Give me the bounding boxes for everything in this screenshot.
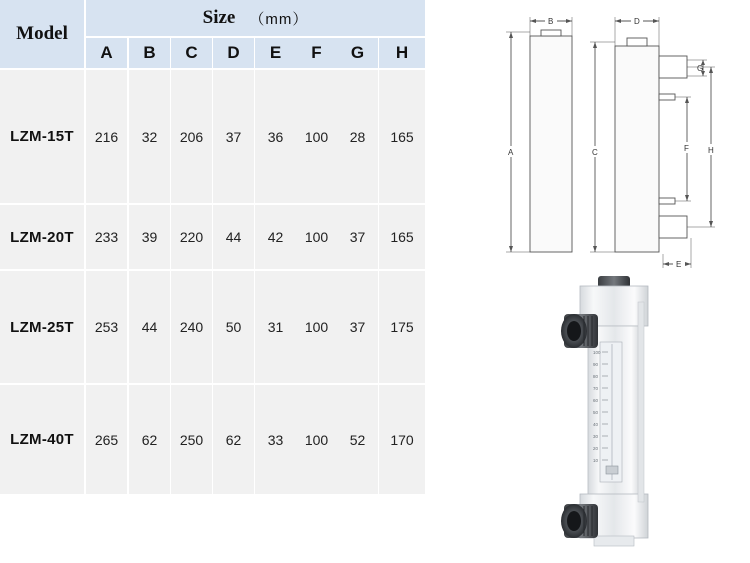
value-cell-d: 62 bbox=[213, 385, 254, 494]
column-header-e: E bbox=[255, 38, 296, 68]
size-unit: （mm） bbox=[249, 10, 309, 28]
value-cell-c: 220 bbox=[171, 205, 212, 269]
column-header-h: H bbox=[379, 38, 425, 68]
value-cell-f: 100 bbox=[296, 385, 337, 494]
model-cell: LZM-15T bbox=[0, 70, 84, 203]
front-view-body bbox=[530, 36, 572, 252]
value-cell-c: 250 bbox=[171, 385, 212, 494]
dimension-drawing-svg bbox=[495, 8, 730, 270]
dim-label-h: H bbox=[708, 146, 714, 155]
model-cell: LZM-25T bbox=[0, 271, 84, 383]
column-header-a: A bbox=[86, 38, 127, 68]
photo-float bbox=[606, 466, 618, 474]
value-cell-a: 233 bbox=[86, 205, 127, 269]
value-cell-a: 216 bbox=[86, 70, 127, 203]
dim-label-e: E bbox=[676, 260, 682, 269]
model-header: Model bbox=[0, 0, 84, 68]
bottom-fitting bbox=[659, 216, 687, 238]
value-cell-b: 62 bbox=[129, 385, 170, 494]
dim-label-a: A bbox=[508, 148, 514, 157]
scale-mark-label: 80 bbox=[593, 374, 599, 379]
value-cell-g: 37 bbox=[337, 205, 378, 269]
scale-mark-label: 30 bbox=[593, 434, 599, 439]
dim-label-b: B bbox=[548, 17, 554, 26]
model-cell: LZM-20T bbox=[0, 205, 84, 269]
value-cell-g: 52 bbox=[337, 385, 378, 494]
size-table bbox=[0, 0, 425, 494]
dim-label-g: G bbox=[697, 64, 704, 73]
column-header-f: F bbox=[296, 38, 337, 68]
scale-mark-label: 40 bbox=[593, 422, 599, 427]
scale-mark-label: 100 bbox=[593, 350, 601, 355]
value-cell-h: 175 bbox=[379, 271, 425, 383]
column-header-c: C bbox=[171, 38, 212, 68]
front-view-cap bbox=[541, 30, 561, 36]
value-cell-a: 265 bbox=[86, 385, 127, 494]
value-cell-e: 33 bbox=[255, 385, 296, 494]
value-cell-a: 253 bbox=[86, 271, 127, 383]
dim-label-f: F bbox=[684, 144, 689, 153]
value-cell-d: 50 bbox=[213, 271, 254, 383]
value-cell-b: 32 bbox=[129, 70, 170, 203]
side-view-cap bbox=[627, 38, 647, 46]
value-cell-c: 206 bbox=[171, 70, 212, 203]
size-header-label: Size bbox=[202, 7, 236, 28]
value-cell-g: 28 bbox=[337, 70, 378, 203]
flowmeter-photo bbox=[550, 272, 670, 557]
value-cell-b: 44 bbox=[129, 271, 170, 383]
photo-base bbox=[594, 536, 634, 546]
scale-mark-label: 20 bbox=[593, 446, 599, 451]
value-cell-b: 39 bbox=[129, 205, 170, 269]
scale-mark-label: 50 bbox=[593, 410, 599, 415]
value-cell-f: 100 bbox=[296, 205, 337, 269]
value-cell-h: 165 bbox=[379, 205, 425, 269]
value-cell-e: 31 bbox=[255, 271, 296, 383]
size-header bbox=[86, 0, 425, 36]
value-cell-f: 100 bbox=[296, 271, 337, 383]
value-cell-g: 37 bbox=[337, 271, 378, 383]
value-cell-e: 36 bbox=[255, 70, 296, 203]
dimension-drawing bbox=[495, 8, 730, 270]
column-header-d: D bbox=[213, 38, 254, 68]
value-cell-e: 42 bbox=[255, 205, 296, 269]
value-cell-h: 165 bbox=[379, 70, 425, 203]
scale-mark-label: 90 bbox=[593, 362, 599, 367]
model-cell: LZM-40T bbox=[0, 385, 84, 494]
value-cell-f: 100 bbox=[296, 70, 337, 203]
scale-mark-label: 10 bbox=[593, 458, 599, 463]
flowmeter-photo-svg bbox=[550, 272, 670, 557]
value-cell-d: 44 bbox=[213, 205, 254, 269]
column-header-b: B bbox=[129, 38, 170, 68]
value-cell-h: 170 bbox=[379, 385, 425, 494]
dim-label-d: D bbox=[634, 17, 640, 26]
value-cell-d: 37 bbox=[213, 70, 254, 203]
lower-pin bbox=[659, 198, 675, 204]
side-view-body bbox=[615, 46, 659, 252]
value-cell-c: 240 bbox=[171, 271, 212, 383]
scale-mark-label: 60 bbox=[593, 398, 599, 403]
column-header-g: G bbox=[337, 38, 378, 68]
upper-pin bbox=[659, 94, 675, 100]
dim-label-c: C bbox=[592, 148, 598, 157]
scale-mark-label: 70 bbox=[593, 386, 599, 391]
top-fitting bbox=[659, 56, 687, 78]
